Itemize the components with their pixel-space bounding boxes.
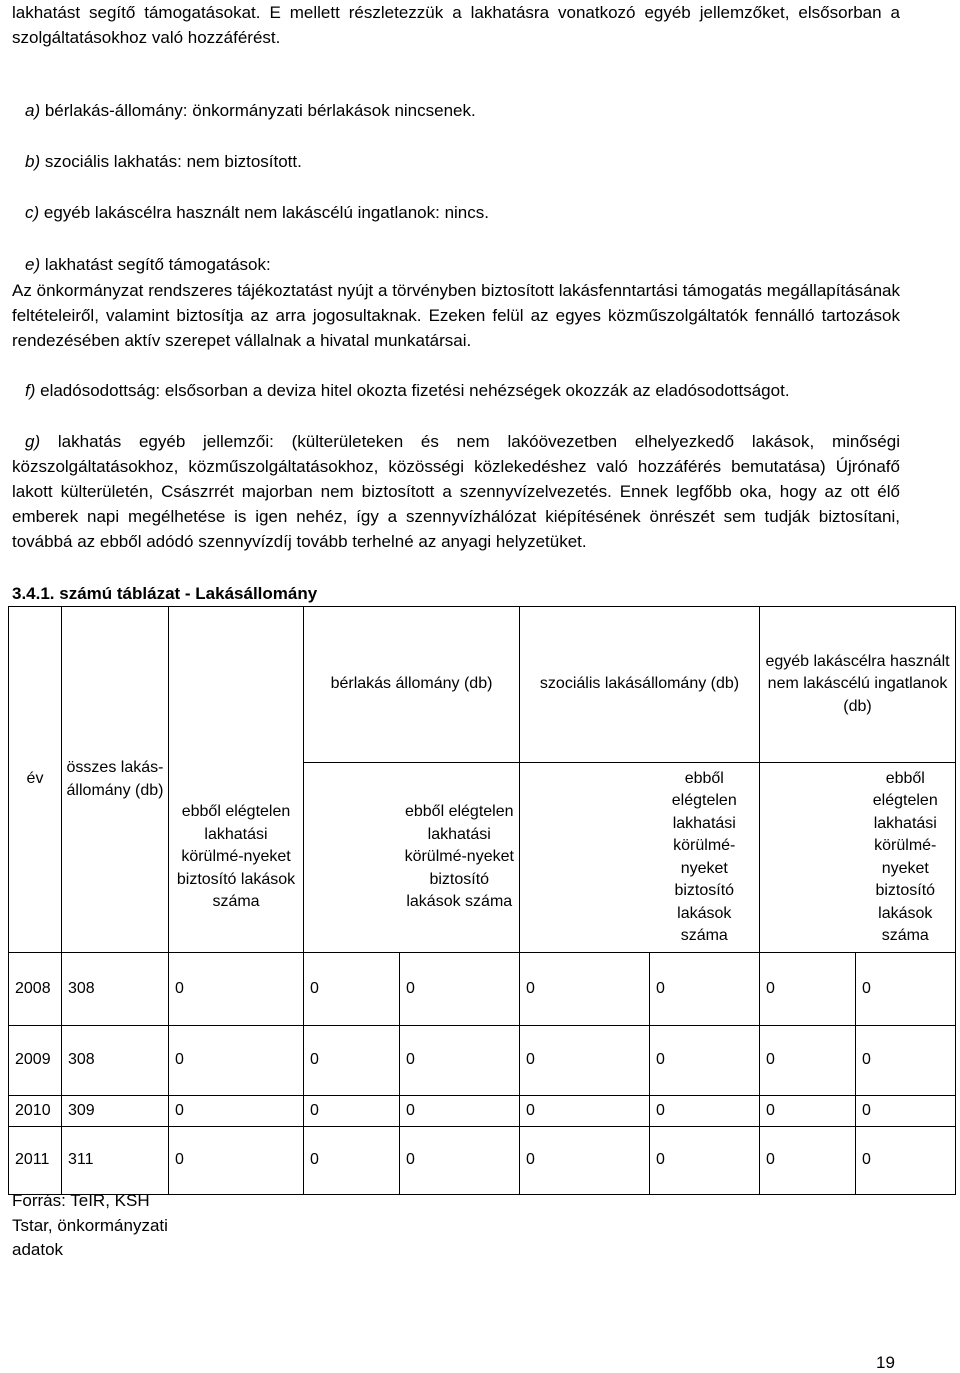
- table-row: 2009 308 0 0 0 0 0 0 0: [9, 1026, 956, 1096]
- intro-paragraph: lakhatást segítő támogatásokat. E mellett részletezzük a lakhatásra vonatkozó egyéb jellemzőket, elsősorban a szolgáltatásokhoz való hozzáférést.: [12, 3, 900, 47]
- item-f-label: f): [25, 381, 36, 400]
- item-b-label: b): [25, 152, 41, 171]
- item-f-text: eladósodottság: elsősorban a deviza hitel okozta fizetési nehézségek okozzák az eladósodottságot.: [35, 381, 790, 400]
- item-e-body: Az önkormányzat rendszeres tájékoztatást nyújt a törvényben biztosított lakásfenntartási támogatás megállapításának feltételeiről, valamint biztosítja az arra jogosultaknak. Ezeken felül az egyes közműszolgáltatók fennálló tartozások rendezésében aktív szerepet vállalnak a hivatal munkatársai.: [12, 281, 900, 350]
- item-g: [12, 429, 900, 554]
- table-row: 2011 311 0 0 0 0 0 0 0: [9, 1127, 956, 1195]
- item-e: [25, 252, 895, 277]
- page-number: 19: [876, 1353, 895, 1372]
- item-c: [25, 200, 895, 225]
- header-rental-sub: ebből elégtelen lakhatási körülmé-nyeket biztosító lakások száma: [400, 763, 520, 953]
- header-total-sub: ebből elégtelen lakhatási körülmé-nyeket biztosító lakások száma: [169, 763, 304, 953]
- item-a-label: a): [25, 101, 41, 120]
- header-total: összes lakás-állomány (db): [62, 607, 169, 953]
- header-rental: bérlakás állomány (db): [304, 607, 520, 763]
- header-other-sub: ebből elégtelen lakhatási körülmé-nyeket biztosító lakások száma: [856, 763, 956, 953]
- item-b: [25, 149, 895, 174]
- table-source: Forrás: TeIR, KSH Tstar, önkormányzati adatok: [12, 1191, 168, 1259]
- item-g-label: g): [25, 432, 41, 451]
- header-year: év: [9, 607, 62, 953]
- item-e-label: e): [25, 255, 41, 274]
- item-c-text: egyéb lakáscélra használt nem lakáscélú ingatlanok: nincs.: [39, 203, 489, 222]
- item-a: [25, 98, 895, 123]
- table-row: 2010 309 0 0 0 0 0 0 0: [9, 1096, 956, 1127]
- header-social-sub: ebből elégtelen lakhatási körülmé-nyeket biztosító lakások száma: [650, 763, 760, 953]
- header-social: szociális lakásállomány (db): [520, 607, 760, 763]
- table-row: 2008 308 0 0 0 0 0 0 0: [9, 953, 956, 1026]
- item-a-text: bérlakás-állomány: önkormányzati bérlakások nincsenek.: [40, 101, 476, 120]
- item-e-text: lakhatást segítő támogatások:: [40, 255, 271, 274]
- item-b-text: szociális lakhatás: nem biztosított.: [40, 152, 302, 171]
- item-c-label: c): [25, 203, 40, 222]
- table-caption: 3.4.1. számú táblázat - Lakásállomány: [12, 584, 318, 603]
- header-other: egyéb lakáscélra használt nem lakáscélú ingatlanok (db): [760, 607, 956, 763]
- housing-stock-table: [8, 606, 956, 1195]
- item-f: [25, 378, 895, 403]
- item-g-text: lakhatás egyéb jellemzői: (külterületeken és nem lakóövezetben elhelyezkedő lakások, minőségi közszolgáltatásokhoz, közműszolgáltatásokhoz, közösségi közlekedéshez való hozzáférés bemutatása) Újrónafő lakott külterületén, Császrrét majorban nem biztosított a szennyvízelvezetés. Ennek legfőbb oka, hogy az ott élő emberek napi megélhetése is igen nehéz, így a szennyvízhálózat kiépítésének önrészét sem tudják biztosítani, továbbá az ebből adódó szennyvízdíj tovább terhelné az anyagi helyzetüket.: [12, 432, 900, 551]
